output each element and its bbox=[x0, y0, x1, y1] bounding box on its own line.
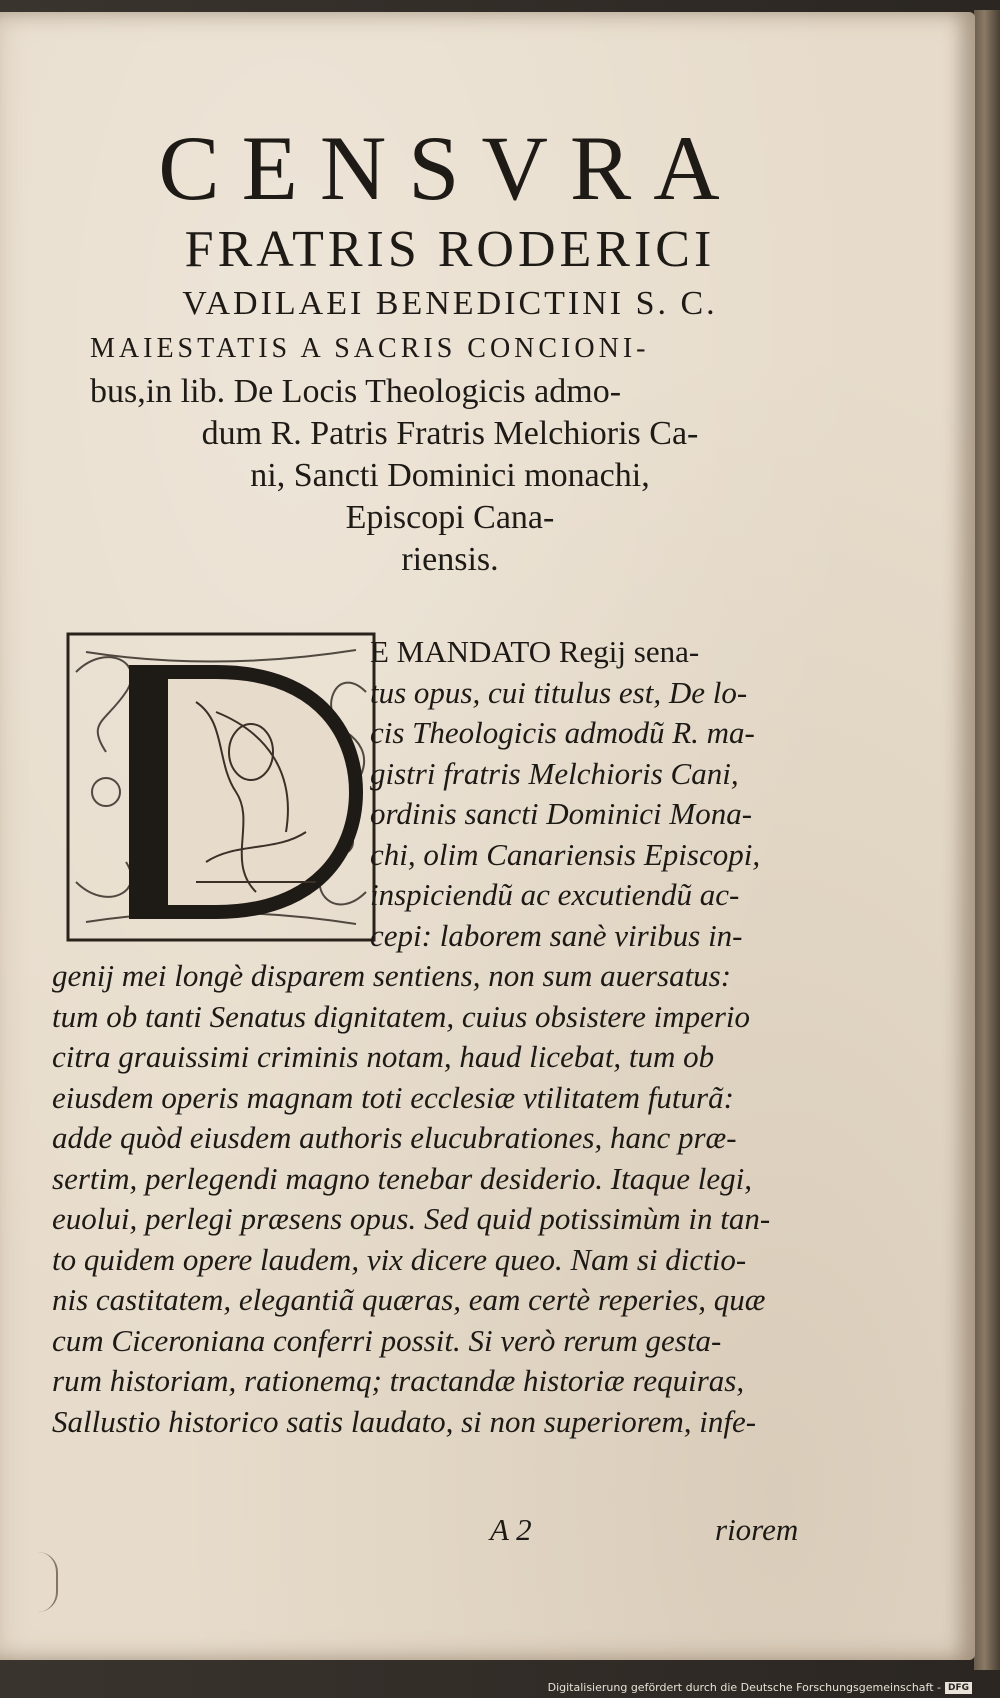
body-line: Sallustio historico satis laudato, si non superiorem, infe- bbox=[52, 1403, 757, 1439]
signature-mark: A 2 bbox=[490, 1512, 532, 1547]
body-line: to quidem opere laudem, vix dicere queo. Nam si dictio- bbox=[52, 1241, 747, 1277]
title-block bbox=[60, 117, 840, 581]
body-line: citra grauissimi criminis notam, haud licebat, tum ob bbox=[52, 1039, 715, 1074]
title-line-3: VADILAEI BENEDICTINI S. C. bbox=[182, 285, 718, 322]
title-line-1: CENSVRA bbox=[158, 117, 742, 219]
body-line: tum ob tanti Senatus dignitatem, cuius obsistere imperio bbox=[52, 998, 751, 1034]
body-line: cis Theologicis admodũ R. ma- bbox=[370, 715, 755, 750]
body-line: gistri fratris Melchioris Cani, bbox=[370, 755, 739, 791]
body-line: nis castitatem, elegantiã quæras, eam certè reperies, quæ bbox=[52, 1282, 766, 1317]
body-line: chi, olim Canariensis Episcopi, bbox=[370, 836, 761, 872]
dfg-logo: DFG bbox=[945, 1682, 972, 1694]
page-edge bbox=[974, 10, 1000, 1670]
body-line: cepi: laborem sanè viribus in- bbox=[370, 917, 743, 953]
body-line: cum Ciceroniana conferri possit. Si verò rerum gesta- bbox=[52, 1322, 722, 1358]
body-line: adde quòd eiusdem authoris elucubrationes, hanc præ- bbox=[52, 1120, 737, 1155]
body-line: E MANDATO Regij sena- bbox=[370, 634, 700, 669]
title-line-7: ni, Sancti Dominici monachi, bbox=[250, 457, 650, 494]
body-line: ordinis sancti Dominici Mona- bbox=[370, 796, 753, 831]
title-line-8: Episcopi Cana- bbox=[345, 499, 555, 536]
body-line: rum historiam, rationemq; tractandæ historiæ requiras, bbox=[52, 1363, 745, 1398]
title-line-6: dum R. Patris Fratris Melchioris Ca- bbox=[201, 415, 699, 452]
credit-text: Digitalisierung gefördert durch die Deutsche Forschungsgemeinschaft - bbox=[547, 1681, 941, 1694]
catchword: riorem bbox=[715, 1512, 799, 1547]
book-page bbox=[0, 12, 975, 1660]
title-line-2: FRATRIS RODERICI bbox=[184, 221, 716, 278]
body-line: eiusdem operis magnam toti ecclesiæ vtilitatem futurã: bbox=[52, 1079, 734, 1115]
title-line-5: bus,in lib. De Locis Theologicis admo- bbox=[90, 373, 622, 410]
body-line: sertim, perlegendi magno tenebar desiderio. Itaque legi, bbox=[52, 1160, 752, 1196]
body-line: euolui, perlegi præsens opus. Sed quid potissimùm in tan- bbox=[52, 1201, 771, 1236]
body-line: genij mei longè disparem sentiens, non sum auersatus: bbox=[52, 958, 732, 993]
body-line: tus opus, cui titulus est, De lo- bbox=[370, 674, 748, 710]
digitization-credit bbox=[548, 1681, 972, 1694]
title-line-4: MAIESTATIS A SACRIS CONCIONI- bbox=[90, 333, 650, 364]
page-fold-mark bbox=[36, 1552, 58, 1612]
body-line: inspiciendũ ac excutiendũ ac- bbox=[370, 877, 740, 912]
body-text bbox=[52, 632, 832, 1442]
title-line-9: riensis. bbox=[401, 541, 499, 578]
